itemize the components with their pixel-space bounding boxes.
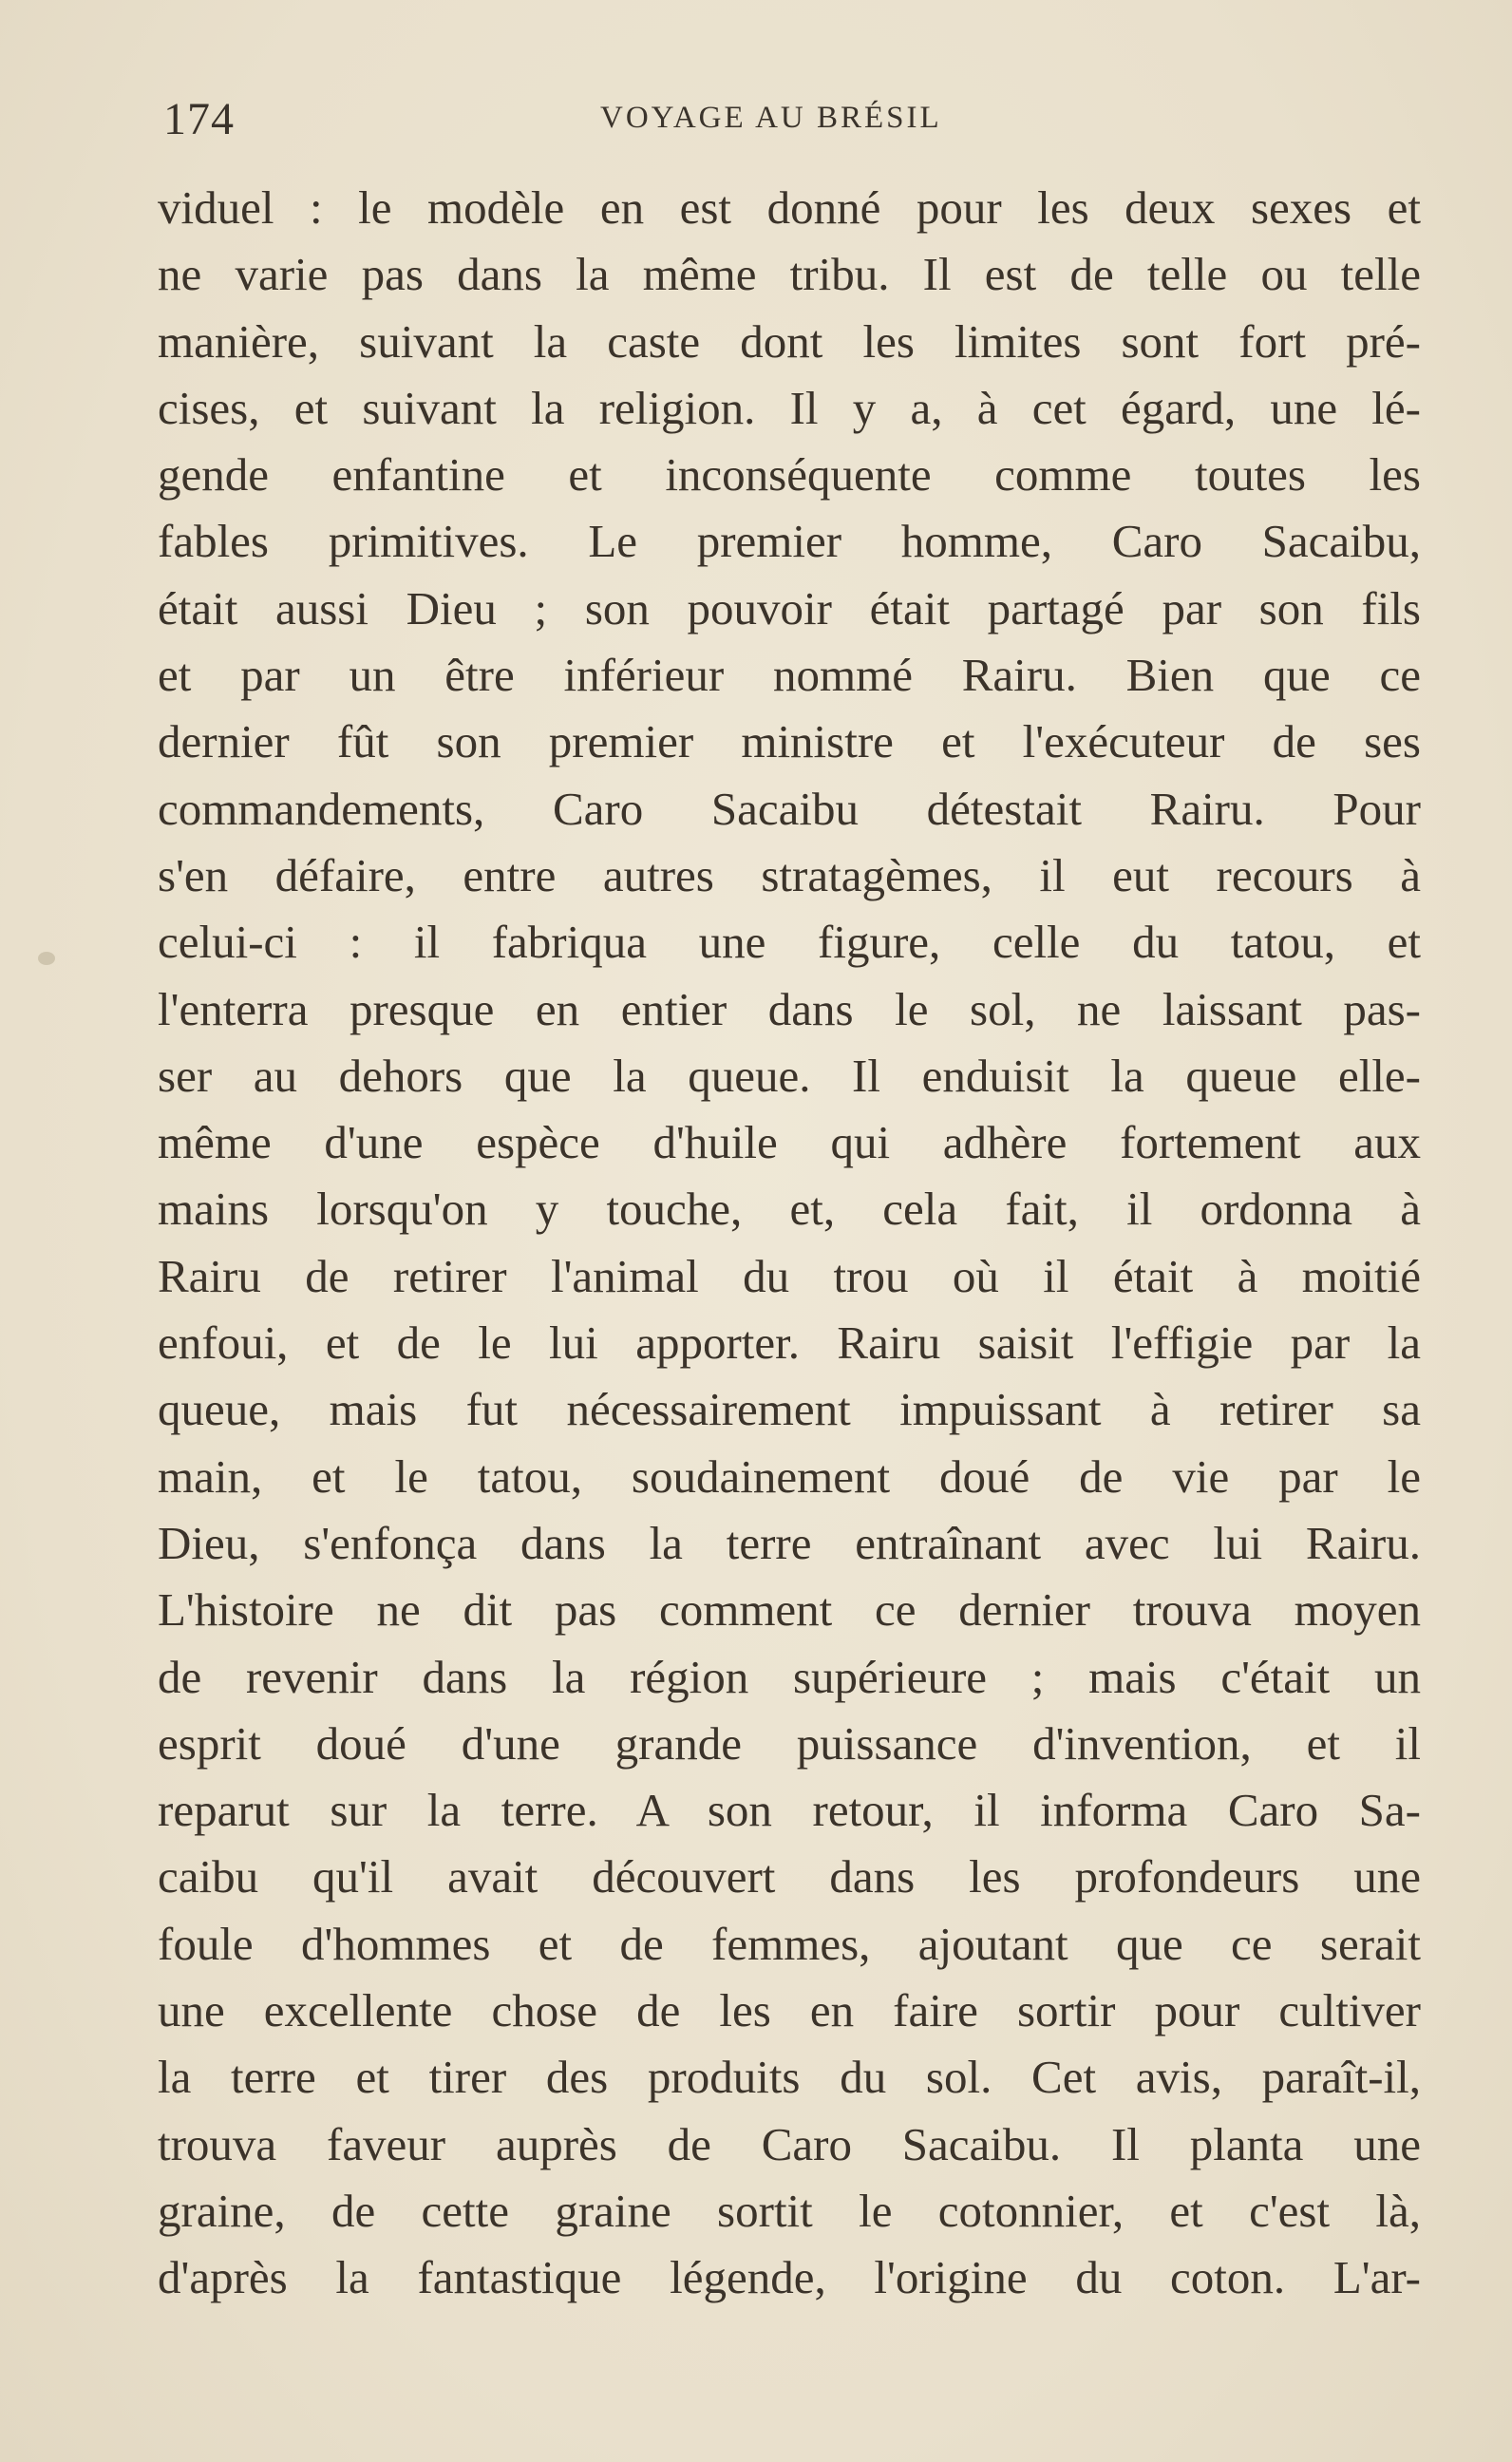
text-line: L'histoire ne dit pas comment ce dernier trouva moyen — [158, 1583, 1421, 1637]
text-line: s'en défaire, entre autres stratagèmes, il eut recours à — [158, 848, 1421, 901]
text-line: reparut sur la terre. A son retour, il informa Caro Sa- — [158, 1784, 1421, 1837]
text-line: même d'une espèce d'huile qui adhère fortement aux — [158, 1116, 1421, 1169]
body-text — [158, 175, 1421, 2312]
running-title: VOYAGE AU BRÉSIL — [600, 101, 942, 135]
text-line: Dieu, s'enfonça dans la terre entraînant avec lui Rairu. — [158, 1516, 1421, 1569]
running-header — [163, 93, 1417, 150]
text-line: dernier fût son premier ministre et l'exécuteur de ses — [158, 715, 1421, 768]
text-line: enfoui, et de le lui apporter. Rairu saisit l'effigie par la — [158, 1316, 1421, 1370]
text-line: esprit doué d'une grande puissance d'invention, et il — [158, 1716, 1421, 1770]
text-line: la terre et tirer des produits du sol. Cet avis, paraît-il, — [158, 2051, 1421, 2104]
text-line: main, et le tatou, soudainement doué de vie par le — [158, 1449, 1421, 1503]
text-line: fables primitives. Le premier homme, Caro Sacaibu, — [158, 515, 1421, 568]
text-line: viduel : le modèle en est donné pour les deux sexes et — [158, 181, 1421, 234]
text-line: celui-ci : il fabriqua une figure, celle du tatou, et — [158, 916, 1421, 969]
text-line: queue, mais fut nécessairement impuissant à retirer sa — [158, 1383, 1421, 1436]
text-line: manière, suivant la caste dont les limites sont fort pré- — [158, 314, 1421, 368]
text-line: commandements, Caro Sacaibu détestait Rairu. Pour — [158, 782, 1421, 835]
text-line: gende enfantine et inconséquente comme toutes les — [158, 448, 1421, 502]
text-line: de revenir dans la région supérieure ; mais c'était un — [158, 1650, 1421, 1703]
text-line: foule d'hommes et de femmes, ajoutant que ce serait — [158, 1917, 1421, 1970]
text-line: ser au dehors que la queue. Il enduisit la queue elle- — [158, 1049, 1421, 1102]
text-line: mains lorsqu'on y touche, et, cela fait, il ordonna à — [158, 1183, 1421, 1236]
text-line: caibu qu'il avait découvert dans les profondeurs une — [158, 1850, 1421, 1903]
text-line: ne varie pas dans la même tribu. Il est de telle ou telle — [158, 248, 1421, 301]
text-line: une excellente chose de les en faire sortir pour cultiver — [158, 1984, 1421, 2037]
text-line: trouva faveur auprès de Caro Sacaibu. Il planta une — [158, 2117, 1421, 2170]
text-line: cises, et suivant la religion. Il y a, à cet égard, une lé- — [158, 381, 1421, 434]
text-line: était aussi Dieu ; son pouvoir était partagé par son fils — [158, 581, 1421, 634]
page-number: 174 — [163, 94, 235, 144]
text-line: graine, de cette graine sortit le cotonnier, et c'est là, — [158, 2184, 1421, 2237]
text-line: d'après la fantastique légende, l'origine du coton. L'ar- — [158, 2251, 1421, 2304]
text-line: et par un être inférieur nommé Rairu. Bien que ce — [158, 649, 1421, 702]
text-line: Rairu de retirer l'animal du trou où il était à moitié — [158, 1249, 1421, 1302]
text-line: l'enterra presque en entier dans le sol, ne laissant pas- — [158, 982, 1421, 1035]
paper-speck — [38, 952, 55, 965]
